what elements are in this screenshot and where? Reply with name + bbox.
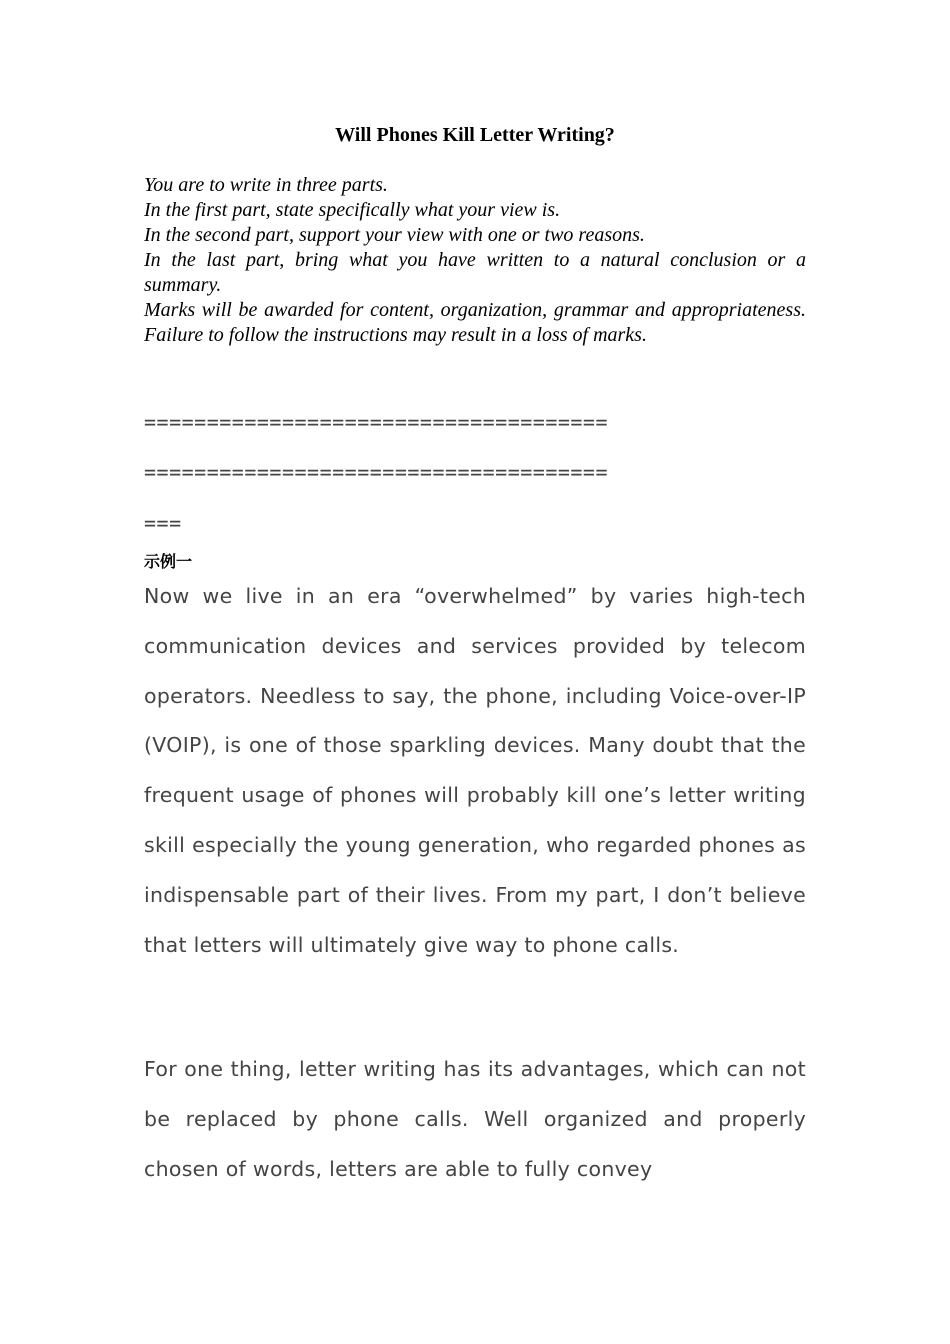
document-title: Will Phones Kill Letter Writing? <box>335 124 615 146</box>
instruction-line: In the last part, bring what you have written to a natural conclusion or a summary. <box>144 249 806 296</box>
instruction-line: Marks will be awarded for content, organization, grammar and appropriateness. Failure to follow the instructions may result in a loss of marks. <box>144 299 806 346</box>
writing-instructions <box>144 173 806 348</box>
essay-paragraph: Now we live in an era “overwhelmed” by varies high-tech communication devices and services provided by telecom operators. Needless to say, the phone, including Voice-over-IP (VOIP), is one of those sparkling devices. Many doubt that the frequent usage of phones will probably kill one’s letter writing skill especially the young generation, who regarded phones as indispensable part of their lives. From my part, I don’t believe that letters will ultimately give way to phone calls. <box>144 584 806 957</box>
divider-line: ===================================== <box>144 410 609 434</box>
example-label: 示例一 <box>144 552 193 571</box>
divider-line: === <box>144 511 182 535</box>
instruction-line: In the second part, support your view with one or two reasons. <box>144 224 645 246</box>
instruction-line: In the first part, state specifically what your view is. <box>144 199 561 221</box>
instruction-line: You are to write in three parts. <box>144 174 388 196</box>
divider-line: ===================================== <box>144 460 609 484</box>
essay-paragraph: For one thing, letter writing has its advantages, which can not be replaced by phone calls. Well organized and properly chosen of words, letters are able to fully convey <box>144 1057 806 1181</box>
